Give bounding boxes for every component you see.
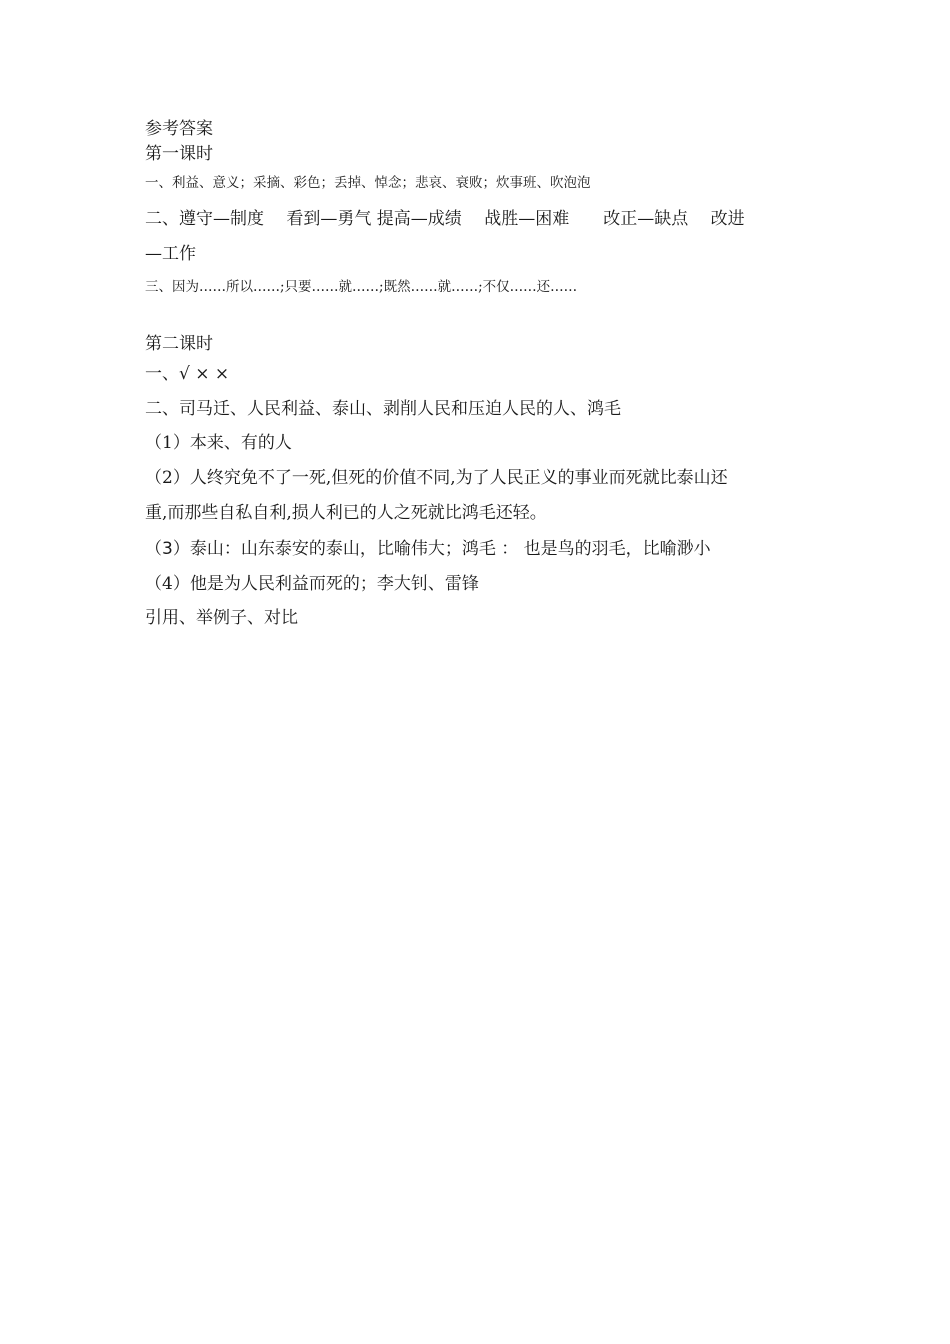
lesson2-final-answer: 引用、举例子、对比 <box>145 608 298 628</box>
lesson1-question2-line2: —工作 <box>145 244 196 264</box>
lesson1-heading: 第一课时 <box>145 144 213 164</box>
document-title: 参考答案 <box>145 119 213 139</box>
lesson1-question1: 一、利益、意义；采摘、彩色；丢掉、悼念；悲哀、衰败；炊事班、吹泡泡 <box>145 175 591 191</box>
lesson2-question2: 二、司马迁、人民利益、泰山、剥削人民和压迫人民的人、鸿毛 <box>145 399 621 419</box>
lesson2-sub1: （1）本来、有的人 <box>145 433 292 453</box>
lesson1-question2-line1: 二、遵守—制度 看到—勇气 提高—成绩 战胜—困难 改正—缺点 改进 <box>145 209 745 229</box>
lesson1-question3: 三、因为……所以……;只要……就……;既然……就……;不仅……还…… <box>145 279 578 295</box>
lesson2-sub2-line2: 重,而那些自私自利,损人利已的人之死就比鸿毛还轻。 <box>145 503 547 523</box>
lesson2-question1: 一、√ × × <box>145 364 230 384</box>
lesson2-sub3: （3）泰山：山东泰安的泰山，比喻伟大；鸿毛 ： 也是鸟的羽毛，比喻渺小 <box>145 539 711 559</box>
lesson2-sub2-line1: （2）人终究免不了一死,但死的价值不同,为了人民正义的事业而死就比泰山还 <box>145 468 728 488</box>
lesson2-heading: 第二课时 <box>145 334 213 354</box>
lesson2-sub4: （4）他是为人民利益而死的；李大钊、雷锋 <box>145 574 479 594</box>
